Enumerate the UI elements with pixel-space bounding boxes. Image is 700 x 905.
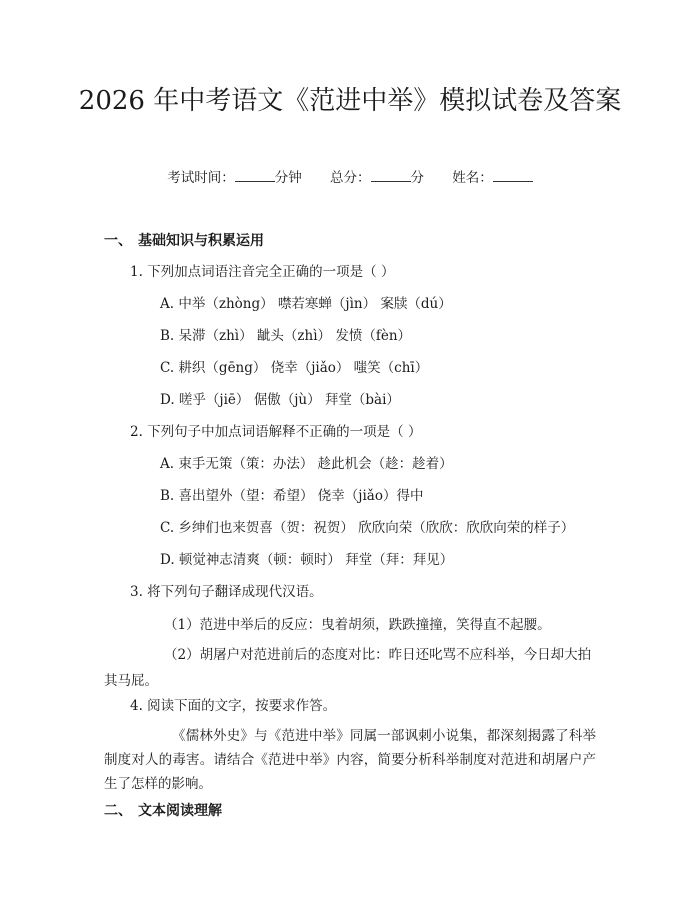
question-1-stem: 1. 下列加点词语注音完全正确的一项是（ ） <box>130 264 395 280</box>
section-heading-1 <box>104 230 264 250</box>
question-1-option-d: D. 嗟乎（jiē） 倨傲（jù） 拜堂（bài） <box>160 392 400 408</box>
exam-time-label: 考试时间： <box>167 170 235 186</box>
question-3-item-1: （1）范进中举后的反应：曳着胡须，跌跌撞撞，笑得直不起腰。 <box>164 617 551 633</box>
section-number: 二、 <box>104 803 132 819</box>
total-score-label: 总分： <box>330 170 371 186</box>
total-score-field <box>330 168 424 188</box>
section-title: 基础知识与积累运用 <box>138 233 264 249</box>
exam-time-blank[interactable] <box>235 169 275 182</box>
question-3-stem: 3. 将下列句子翻译成现代汉语。 <box>130 584 323 600</box>
question-2-option-c: C. 乡绅们也来贺喜（贺：祝贺） 欣欣向荣（欣欣：欣欣向荣的样子） <box>160 520 575 536</box>
question-4-stem: 4. 阅读下面的文字，按要求作答。 <box>130 698 337 714</box>
student-name-blank[interactable] <box>493 169 533 182</box>
section-title: 文本阅读理解 <box>138 803 222 819</box>
question-2-option-d: D. 顿觉神志清爽（顿：顿时） 拜堂（拜：拜见） <box>160 552 454 568</box>
question-4-passage: 《儒林外史》与《范进中举》同属一部讽刺小说集，都深刻揭露了科举制度对人的毒害。请结合《范进中举》内容，简要分析科举制度对范进和胡屠户产生了怎样的影响。 <box>104 728 596 792</box>
section-number: 一、 <box>104 233 132 249</box>
question-3-item-2: （2）胡屠户对范进前后的态度对比：昨日还叱骂不应科举，今日却大拍其马屁。 <box>104 647 592 689</box>
total-score-blank[interactable] <box>371 169 411 182</box>
page-title: 2026 年中考语文《范进中举》模拟试卷及答案 <box>78 86 622 116</box>
question-2-stem: 2. 下列句子中加点词语解释不正确的一项是（ ） <box>130 424 422 440</box>
student-name-label: 姓名： <box>452 170 493 186</box>
question-1-option-a: A. 中举（zhòng） 噤若寒蝉（jìn） 案牍（dú） <box>160 296 452 312</box>
exam-time-unit: 分钟 <box>274 170 302 186</box>
student-name-field <box>452 168 533 188</box>
exam-info-line <box>0 168 700 188</box>
section-heading-2 <box>104 800 222 820</box>
question-2-option-b: B. 喜出望外（望：希望） 侥幸（jiǎo）得中 <box>160 488 424 504</box>
question-1-option-b: B. 呆滞（zhì） 龇头（zhì） 发愤（fèn） <box>160 328 412 344</box>
total-score-unit: 分 <box>410 170 424 186</box>
question-2-option-a: A. 束手无策（策：办法） 趁此机会（趁：趁着） <box>160 456 453 472</box>
question-1-option-c: C. 耕织（gēng） 侥幸（jiǎo） 嗤笑（chī） <box>160 360 429 376</box>
exam-time-field <box>167 168 302 188</box>
